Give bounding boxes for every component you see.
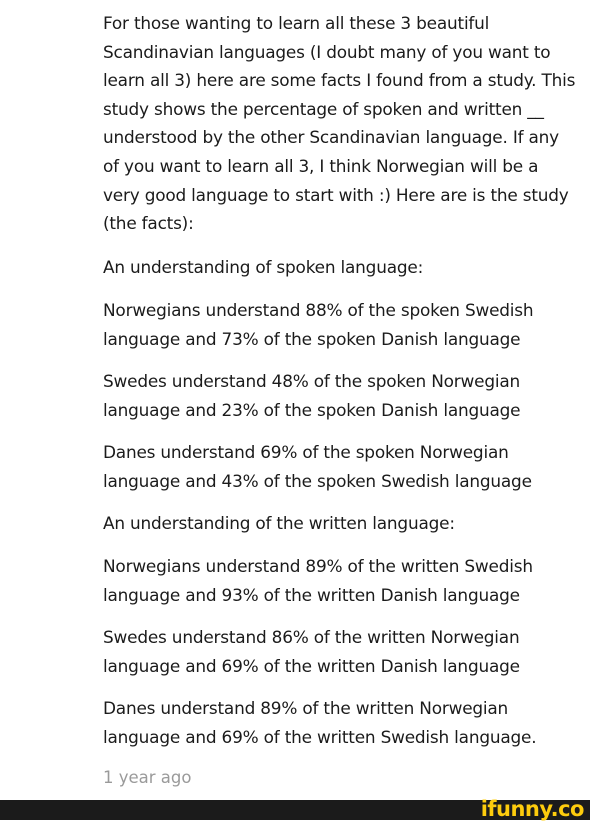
post-heading-spoken: An understanding of spoken language: [103, 257, 424, 277]
post-paragraph-swedes-written: Swedes understand 86% of the written Norwegian language and 69% of the written Danish language [103, 627, 520, 676]
ifunny-logo: ifunny.co [480, 797, 584, 821]
post-paragraph-swedes-spoken: Swedes understand 48% of the spoken Norwegian language and 23% of the spoken Danish language [103, 371, 521, 420]
post-paragraph-norwegians-written: Norwegians understand 89% of the written Swedish language and 93% of the written Danish language [103, 556, 533, 605]
post-paragraph-norwegians-spoken: Norwegians understand 88% of the spoken Swedish language and 73% of the spoken Danish language [103, 300, 534, 349]
post-paragraph-danes-written: Danes understand 89% of the written Norwegian language and 69% of the written Swedish language. [103, 698, 537, 747]
post-paragraph-danes-spoken: Danes understand 69% of the spoken Norwegian language and 43% of the spoken Swedish language [103, 442, 532, 491]
post-heading-written: An understanding of the written language: [103, 513, 455, 533]
post-paragraph-intro: For those wanting to learn all these 3 beautiful Scandinavian languages (I doubt many of you want to learn all 3) here are some facts I found from a study. This study shows the percentage of spoken and written __ understood by the other Scandinavian language. If any of you want to learn all 3, I think Norwegian will be a very good language to start with :) Here are is the study (the facts): [103, 13, 576, 234]
watermark-bar [0, 797, 590, 821]
post-timestamp[interactable]: 1 year ago [103, 768, 192, 787]
